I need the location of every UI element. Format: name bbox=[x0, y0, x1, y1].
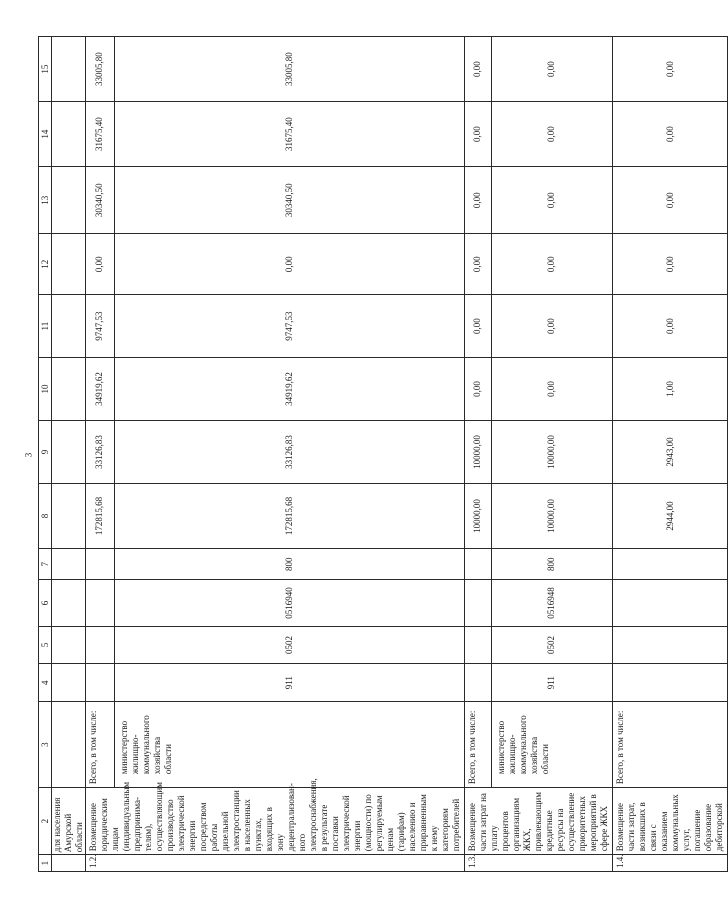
value-cell: 0,00 bbox=[114, 234, 464, 295]
value-cell: 1,00 bbox=[613, 358, 728, 421]
value-cell: 0,00 bbox=[613, 234, 728, 295]
header-cell: 7 bbox=[39, 548, 52, 579]
table-row bbox=[114, 37, 464, 872]
header-cell: 10 bbox=[39, 358, 52, 421]
row-number: 1.4. bbox=[613, 855, 728, 872]
row-number: 1.2. bbox=[86, 855, 465, 872]
table-row bbox=[613, 37, 728, 872]
total-label: Всего, в том числе: bbox=[86, 702, 115, 788]
value-cell: 2944,00 bbox=[613, 483, 728, 548]
header-cell: 2 bbox=[39, 788, 52, 855]
value-cell: 10000,00 bbox=[465, 483, 492, 548]
value-cell: 0,00 bbox=[86, 234, 115, 295]
row-name: Возмещение части затрат на уплату процентов организациям ЖКХ, привлекающим кредитные ресурсы на осуществление приоритетных мероприятий в сфере ЖКХ bbox=[465, 788, 613, 855]
header-cell: 4 bbox=[39, 664, 52, 702]
header-cell: 9 bbox=[39, 421, 52, 484]
header-cell: 15 bbox=[39, 37, 52, 102]
value-cell: 0,00 bbox=[465, 295, 492, 358]
row-name: Возмещение юридическим лицам (индивидуальным предпринима-телям), осуществляющим производство электрической энергии посредством работы дизельной электростанции в населенных пунктах, входящих в зону децентрализован-ного электроснабжения, в результате поставки электрической энергии (мощности) по регулируемым ценам (тарифам) населению и приравненным к нему категориям потребителей bbox=[86, 788, 465, 855]
code-cell: 0502 bbox=[114, 626, 464, 664]
value-cell: 0,00 bbox=[491, 102, 612, 167]
value-cell: 0,00 bbox=[491, 295, 612, 358]
header-cell: 8 bbox=[39, 483, 52, 548]
value-cell: 0,00 bbox=[491, 358, 612, 421]
value-cell: 34919,62 bbox=[86, 358, 115, 421]
page-number: 3 bbox=[23, 452, 34, 458]
value-cell: 2943,00 bbox=[613, 421, 728, 484]
value-cell: 33126,83 bbox=[114, 421, 464, 484]
value-cell: 0,00 bbox=[465, 234, 492, 295]
header-cell: 11 bbox=[39, 295, 52, 358]
code-cell: 0502 bbox=[491, 626, 612, 664]
code-cell: 800 bbox=[491, 548, 612, 579]
total-label: Всего, в том числе: bbox=[613, 702, 728, 788]
header-cell: 6 bbox=[39, 580, 52, 626]
sub-label: министерство жилищно-коммунального хозяйства области bbox=[118, 715, 173, 775]
value-cell: 33126,83 bbox=[86, 421, 115, 484]
header-cell: 1 bbox=[39, 855, 52, 872]
value-cell: 0,00 bbox=[465, 37, 492, 102]
value-cell: 0,00 bbox=[613, 295, 728, 358]
value-cell: 30340,50 bbox=[114, 167, 464, 234]
value-cell: 10000,00 bbox=[491, 421, 612, 484]
value-cell: 0,00 bbox=[613, 102, 728, 167]
value-cell: 30340,50 bbox=[86, 167, 115, 234]
value-cell: 31675,40 bbox=[114, 102, 464, 167]
value-cell: 0,00 bbox=[465, 102, 492, 167]
rotated-table-container bbox=[38, 36, 724, 872]
row-number: 1.3. bbox=[465, 855, 613, 872]
code-cell: 800 bbox=[114, 548, 464, 579]
value-cell: 33005,80 bbox=[86, 37, 115, 102]
value-cell: 33005,80 bbox=[114, 37, 464, 102]
value-cell: 9747,53 bbox=[86, 295, 115, 358]
code-cell: 0516948 bbox=[491, 580, 612, 626]
row-name: Возмещение части затрат, возникших в связи с оказанием коммунальных услуг, погашение образование дебиторской bbox=[613, 788, 728, 855]
value-cell: 172815,68 bbox=[114, 483, 464, 548]
value-cell: 10000,00 bbox=[465, 421, 492, 484]
value-cell: 172815,68 bbox=[86, 483, 115, 548]
sub-label: министерство жилищно-коммунального хозяйства области bbox=[495, 715, 550, 775]
value-cell: 9747,53 bbox=[114, 295, 464, 358]
intro-row bbox=[52, 37, 86, 872]
value-cell: 31675,40 bbox=[86, 102, 115, 167]
value-cell: 10000,00 bbox=[491, 483, 612, 548]
table-row bbox=[86, 37, 115, 872]
value-cell: 0,00 bbox=[465, 167, 492, 234]
header-cell: 3 bbox=[39, 702, 52, 788]
header-cell: 5 bbox=[39, 626, 52, 664]
value-cell: 34919,62 bbox=[114, 358, 464, 421]
header-cell: 13 bbox=[39, 167, 52, 234]
total-label: Всего, в том числе: bbox=[465, 702, 492, 788]
header-cell: 12 bbox=[39, 234, 52, 295]
table-row bbox=[491, 37, 612, 872]
header-row bbox=[39, 37, 52, 872]
budget-table bbox=[38, 36, 728, 872]
value-cell: 0,00 bbox=[491, 167, 612, 234]
value-cell: 0,00 bbox=[491, 37, 612, 102]
code-cell: 0516940 bbox=[114, 580, 464, 626]
code-cell: 911 bbox=[114, 664, 464, 702]
header-cell: 14 bbox=[39, 102, 52, 167]
value-cell: 0,00 bbox=[465, 358, 492, 421]
value-cell: 0,00 bbox=[491, 234, 612, 295]
value-cell: 0,00 bbox=[613, 167, 728, 234]
value-cell: 0,00 bbox=[613, 37, 728, 102]
table-row bbox=[465, 37, 492, 872]
code-cell: 911 bbox=[491, 664, 612, 702]
intro-text: для населения Амурской области bbox=[52, 788, 86, 855]
